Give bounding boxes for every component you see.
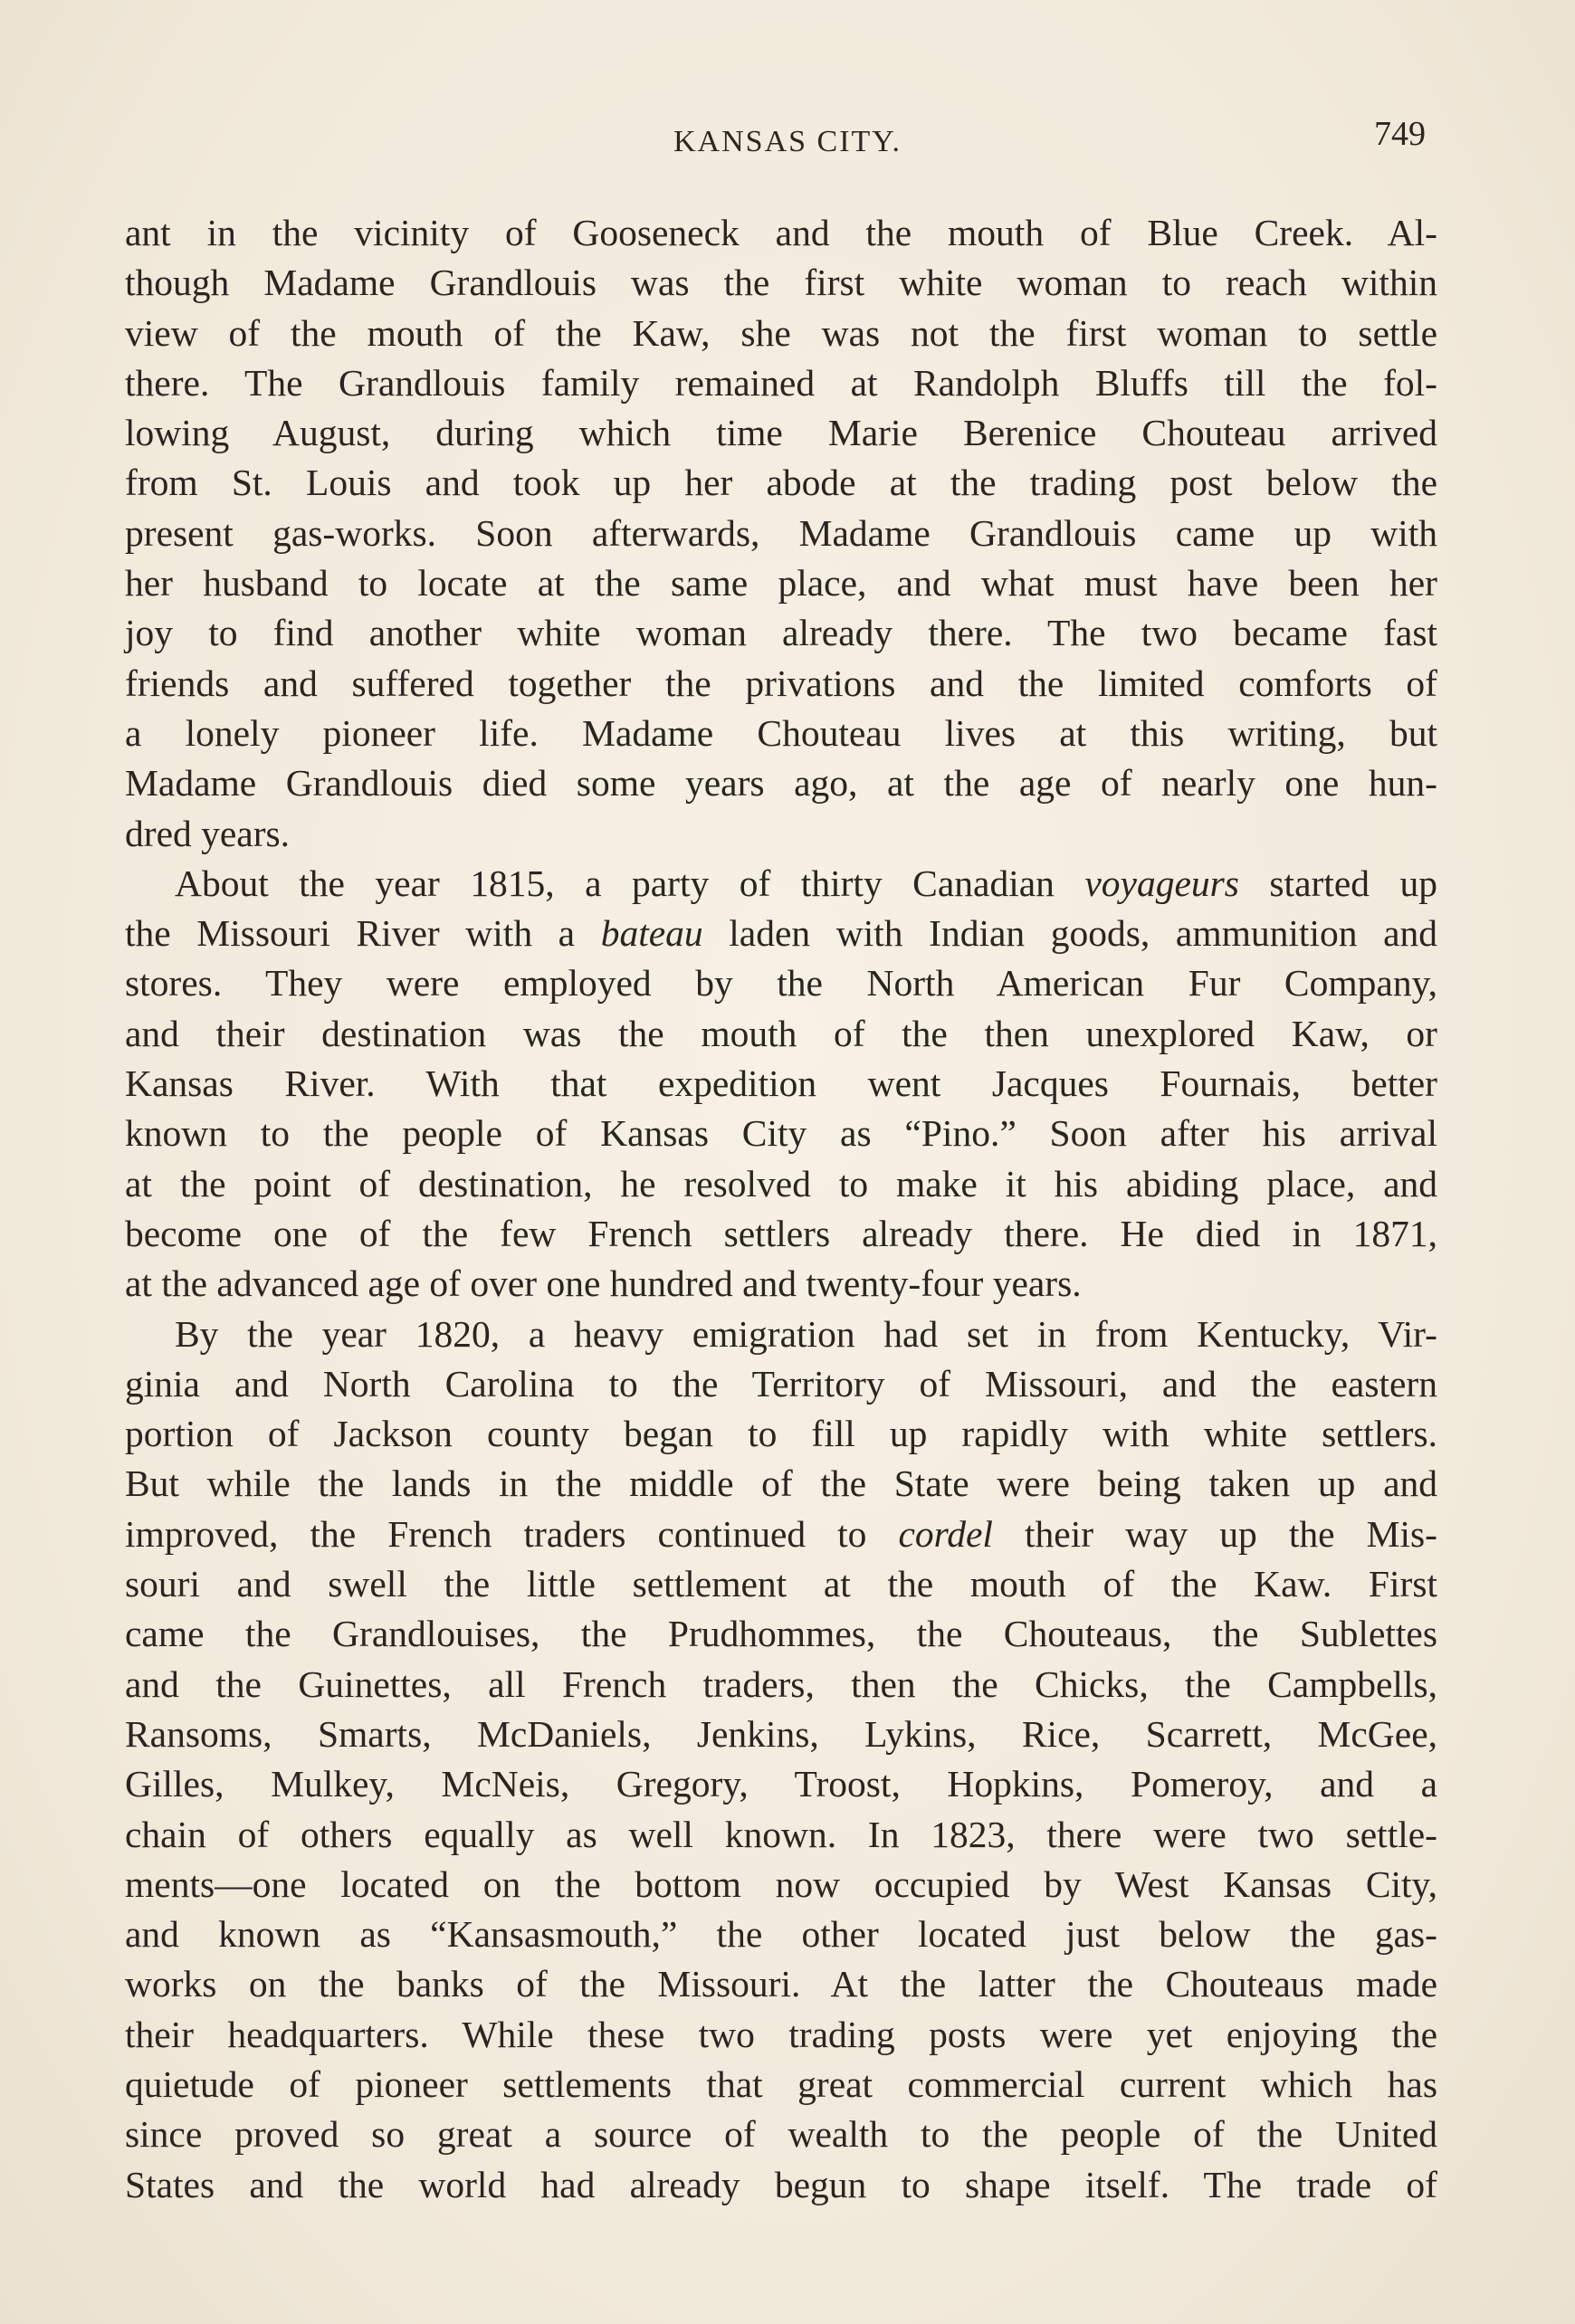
- text-line: Madame Grandlouis died some years ago, at the age of nearly one hun-: [125, 762, 1437, 805]
- text-line: view of the mouth of the Kaw, she was not the first woman to settle: [125, 311, 1437, 354]
- text-line: a lonely pioneer life. Madame Chouteau lives at this writing, but: [125, 711, 1437, 754]
- text-line: stores. They were employed by the North American Fur Company,: [125, 962, 1437, 1005]
- text-line: [125, 909, 1437, 958]
- text-line: works on the banks of the Missouri. At the latter the Chouteaus made: [125, 1963, 1437, 2005]
- text-line: at the point of destination, he resolved to make it his abiding place, and: [125, 1162, 1437, 1205]
- text-line: friends and suffered together the privations and the limited comforts of: [125, 662, 1437, 704]
- text-line: Gilles, Mulkey, McNeis, Gregory, Troost, Hopkins, Pomeroy, and a: [125, 1763, 1437, 1805]
- text-line: become one of the few French settlers already there. He died in 1871,: [125, 1212, 1437, 1254]
- text-line: their headquarters. While these two trading posts were yet enjoying the: [125, 2013, 1437, 2055]
- text-line: lowing August, during which time Marie Berenice Chouteau arrived: [125, 412, 1437, 454]
- text-line: came the Grandlouises, the Prudhommes, the Chouteaus, the Sublettes: [125, 1613, 1437, 1655]
- text-segment: laden with Indian goods, ammunition and: [702, 912, 1437, 955]
- text-line: and their destination was the mouth of the then unexplored Kaw, or: [125, 1012, 1437, 1054]
- text-line: But while the lands in the middle of the State were being taken up and: [125, 1462, 1437, 1505]
- text-line: though Madame Grandlouis was the first white woman to reach within: [125, 262, 1437, 304]
- text-line: quietude of pioneer settlements that great commercial current which has: [125, 2062, 1437, 2105]
- text-line: present gas-works. Soon afterwards, Madame Grandlouis came up with: [125, 511, 1437, 554]
- text-line: ments—one located on the bottom now occupied by West Kansas City,: [125, 1862, 1437, 1905]
- text-segment: started up: [1238, 862, 1438, 904]
- text-line: portion of Jackson county began to fill up rapidly with white settlers.: [125, 1413, 1437, 1455]
- text-segment: their way up the Mis-: [992, 1512, 1437, 1555]
- text-line: joy to find another white woman already there. The two became fast: [125, 612, 1437, 654]
- page-number: 749: [1374, 115, 1426, 153]
- paragraph-1: [125, 208, 1437, 859]
- italic-term: bateau: [600, 912, 703, 955]
- body-text: [125, 208, 1437, 2210]
- text-line: ginia and North Carolina to the Territory of Missouri, and the eastern: [125, 1362, 1437, 1405]
- running-head: KANSAS CITY.: [673, 125, 902, 158]
- text-line: Ransoms, Smarts, McDaniels, Jenkins, Lykins, Rice, Scarrett, McGee,: [125, 1712, 1437, 1755]
- text-line: from St. Louis and took up her abode at the trading post below the: [125, 462, 1437, 504]
- text-segment: the Missouri River with a: [125, 912, 601, 955]
- text-segment: About the year 1815, a party of thirty Canadian: [175, 862, 1085, 904]
- text-line: States and the world had already begun to shape itself. The trade of: [125, 2163, 1437, 2205]
- text-line: there. The Grandlouis family remained at Randolph Bluffs till the fol-: [125, 361, 1437, 404]
- text-line: By the year 1820, a heavy emigration had set in from Kentucky, Vir-: [175, 1312, 1437, 1355]
- text-line: chain of others equally as well known. In 1823, there were two settle-: [125, 1813, 1437, 1855]
- italic-term: voyageurs: [1084, 862, 1239, 904]
- italic-term: cordel: [898, 1512, 993, 1555]
- text-line: souri and swell the little settlement at the mouth of the Kaw. First: [125, 1563, 1437, 1605]
- text-line: ant in the vicinity of Gooseneck and the mouth of Blue Creek. Al-: [125, 212, 1437, 253]
- text-line: dred years.: [125, 812, 291, 854]
- text-line: since proved so great a source of wealth to the people of the United: [125, 2113, 1437, 2156]
- text-line: [125, 859, 1437, 909]
- text-line: [125, 1510, 1437, 1559]
- text-line: her husband to locate at the same place, and what must have been her: [125, 562, 1437, 605]
- text-line: known to the people of Kansas City as “Pino.” Soon after his arrival: [125, 1112, 1437, 1155]
- paragraph-2: [125, 859, 1437, 1310]
- text-line: and known as “Kansasmouth,” the other located just below the gas-: [125, 1913, 1437, 1956]
- text-line: Kansas River. With that expedition went Jacques Fournais, better: [125, 1062, 1437, 1105]
- paragraph-3: [125, 1310, 1437, 2210]
- text-line: at the advanced age of over one hundred and twenty-four years.: [125, 1262, 1082, 1305]
- text-line: and the Guinettes, all French traders, then the Chicks, the Campbells,: [125, 1662, 1437, 1705]
- text-segment: improved, the French traders continued to: [125, 1512, 899, 1555]
